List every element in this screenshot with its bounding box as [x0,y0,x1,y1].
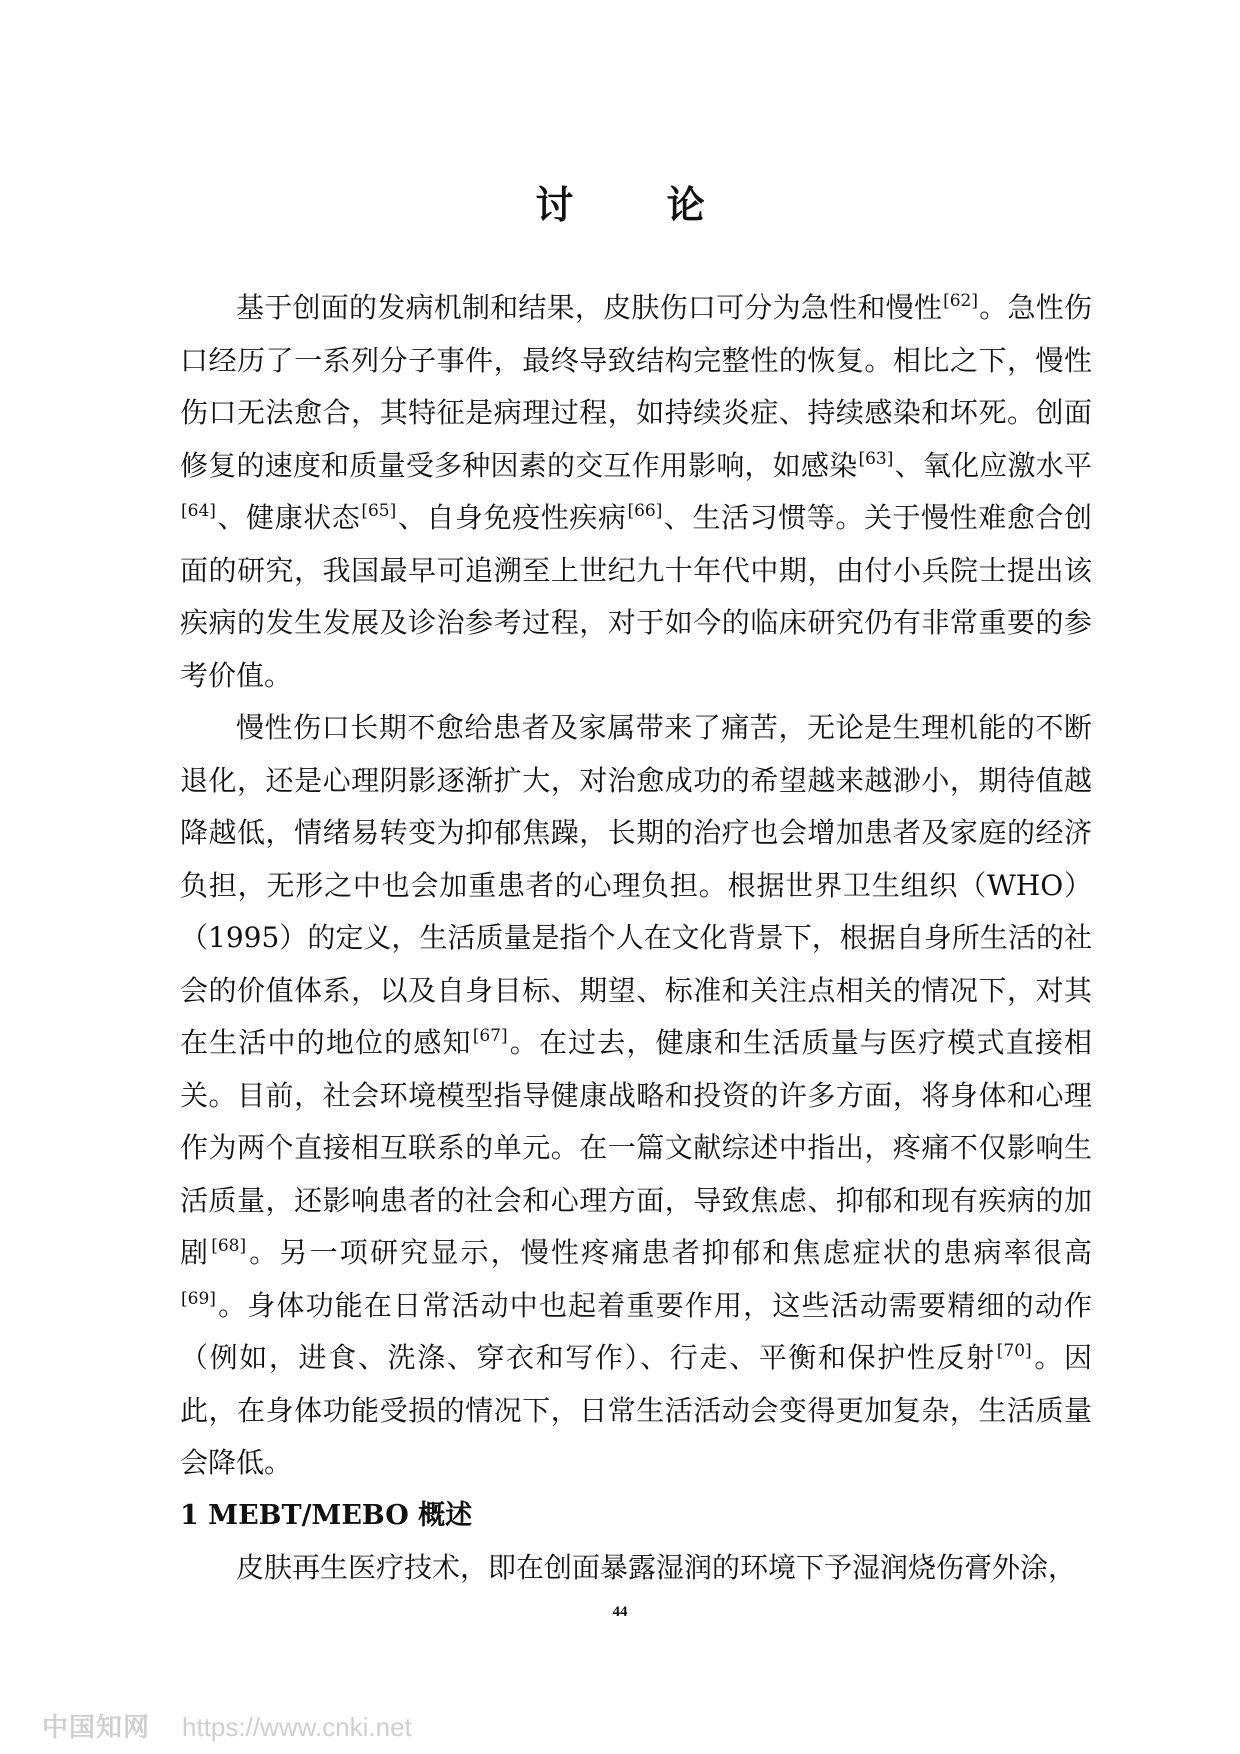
paragraph-text: 、自身免疫性疾病 [397,501,627,534]
citation-ref: [68] [211,1236,247,1256]
citation-ref: [63] [858,448,894,469]
paragraph-text: 、健康状态 [216,501,361,534]
paragraph-text: 。因此，在身体功能受损的情况下，日常生活活动会变得更加复杂，生活质量会降低。 [180,1341,1092,1479]
body-text [180,282,1092,1595]
citation-ref: [67] [472,1026,508,1046]
section-heading: 1 MEBT/MEBO 概述 [180,1499,473,1531]
page-number: 44 [612,1604,628,1620]
paragraph-text: 。急性伤口经历了一系列分子事件，最终导致结构完整性的恢复。相比之下，慢性伤口无法愈合，其特征是病理过程，如持续炎症、持续感染和坏死。创面修复的速度和质量受多种因素的交互作用影响，如感染 [180,291,1092,482]
citation-ref: [64] [181,501,216,521]
paragraph-text: 。在过去，健康和生活质量与医疗模式直接相关。目前，社会环境模型指导健康战略和投资的许多方面，将身体和心理作为两个直接相互联系的单元。在一篇文献综述中指出，疼痛不仅影响生活质量，还影响患者的社会和心理方面，导致焦虑、抑郁和现有疾病的加剧 [180,1026,1092,1269]
paragraph-3: 皮肤再生医疗技术，即在创面暴露湿润的环境下予湿润烧伤膏外涂， [236,1551,1077,1584]
citation-ref: [69] [181,1288,216,1309]
citation-ref: [65] [361,501,397,521]
paragraph-1 [180,282,1092,702]
paragraph-text: 慢性伤口长期不愈给患者及家属带来了痛苦，无论是生理机能的不断退化，还是心理阴影逐渐扩大，对治愈成功的希望越来越渺小，期待值越降越低，情绪易转变为抑郁焦躁，长期的治疗也会增加患者及家庭的经济负担，无形之中也会加重患者的心理负担。根据世界卫生组织（WHO）（1995）的定义，生活质量是指个人在文化背景下，根据自身所生活的社会的价值体系，以及自身目标、期望、标准和关注点相关的情况下，对其在生活中的地位的感知 [180,711,1092,1059]
paragraph-text: 基于创面的发病机制和结果，皮肤伤口可分为急性和慢性 [236,291,943,324]
watermark [42,1707,412,1744]
citation-ref: [62] [943,291,978,311]
page-title: 讨 论 [535,182,745,227]
paragraph-text: 、氧化应激水平 [894,448,1092,482]
paragraph-text: 、生活习惯等。关于慢性难愈合创面的研究，我国最早可追溯至上世纪九十年代中期，由付小兵院士提出该疾病的发生发展及诊治参考过程，对于如今的临床研究仍有非常重要的参考价值。 [180,501,1092,692]
paragraph-text: 。另一项研究显示，慢性疼痛患者抑郁和焦虑症状的患病率很高 [247,1236,1092,1269]
citation-ref: [70] [996,1341,1032,1361]
paragraph-2 [180,702,1092,1490]
cnki-logo: 中国知网 [42,1712,151,1742]
citation-ref: [66] [627,501,663,521]
paragraph-text: 。身体功能在日常活动中也起着重要作用，这些活动需要精细的动作（例如，进食、洗涤、穿衣和写作）、行走、平衡和保护性反射 [180,1288,1092,1374]
watermark-url: https://www.cnki.net [182,1712,412,1742]
